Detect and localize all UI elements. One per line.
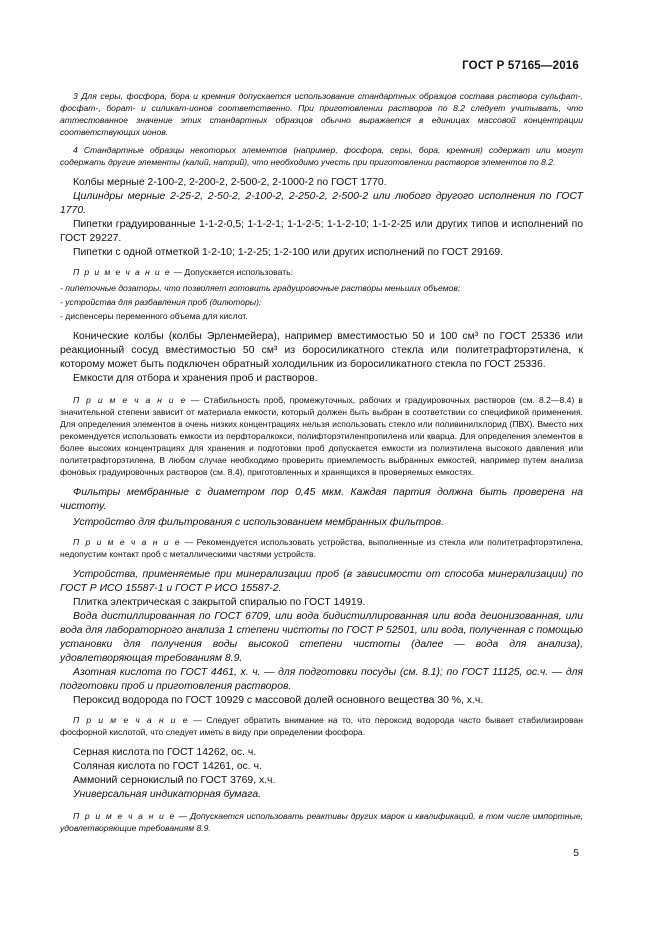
note-3: 3 Для серы, фосфора, бора и кремния допускается использование стандартных образцов состава растворa сульфат-, фосфат-, борат- и силикат-ионов соответственно. При приготовлении растворов по 8.2 следует учитывать, что аттестованное значение этих стандартных образцов обычно выражается в единицах массовой концентрации соответствующих ионов. bbox=[60, 91, 583, 137]
page-header-standard: ГОСТ Р 57165—2016 bbox=[462, 60, 579, 72]
nitric-acid-item: Азотная кислота по ГОСТ 4461, х. ч. — для подготовки посуды (см. 8.1); по ГОСТ 11125, ос.ч. — для подготовки проб и приготовления растворов. bbox=[60, 667, 583, 692]
note-3b bbox=[60, 536, 583, 560]
note-3-text: — Рекомендуется использовать устройства, выполненные из стекла или политетрафторэтилена, недопустим контакт проб с металлическими частями устройств. bbox=[60, 537, 584, 559]
hotplate-item: Плитка электрическая с закрытой спиралью по ГОСТ 14919. bbox=[73, 597, 366, 608]
conical-flasks-item: Конические колбы (колбы Эрленмейера), например вместимостью 50 и 100 см³ по ГОСТ 25336 или реакционный сосуд вместимостью 50 см³ из боросиликатного стекла или политетрафторэтилена, к которому может быть подключен обратный холодильник из боросиликатного стекла по ГОСТ 25336. bbox=[60, 331, 583, 370]
page-number: 5 bbox=[573, 847, 579, 859]
note-2 bbox=[60, 394, 583, 478]
mineralization-devices-item: Устройства, применяемые при минерализации проб (в зависимости от способа минерализации) по ГОСТ Р ИСО 15587-1 и ГОСТ Р ИСО 15587-2. bbox=[60, 569, 583, 594]
note-1-item: - устройства для разбавления проб (дилюторы); bbox=[60, 297, 262, 307]
note-1 bbox=[60, 266, 583, 278]
containers-item: Емкости для отбора и хранения проб и растворов. bbox=[73, 373, 318, 384]
sulfuric-acid-item: Серная кислота по ГОСТ 14262, ос. ч. bbox=[73, 747, 257, 758]
cylinders-item: Цилиндры мерные 2-25-2, 2-50-2, 2-100-2, 2-250-2, 2-500-2 или любого другого исполнения по ГОСТ 1770. bbox=[60, 191, 583, 216]
membrane-filters-item: Фильтры мембранные с диаметром пор 0,45 мкм. Каждая партия должна быть проверена на чистоту. bbox=[60, 487, 583, 512]
note-4b bbox=[60, 714, 583, 738]
note-1-item: - диспенсеры переменного объема для кислот. bbox=[60, 311, 248, 321]
note-1-list bbox=[60, 282, 583, 322]
note-4: 4 Стандартные образцы некоторых элементов (например, фосфора, серы, бора, кремния) содержат или могут содержать другие элементы (калий, натрий), что необходимо учесть при приготовлении растворов элементов по 8.2. bbox=[60, 145, 583, 167]
note-2-heading: П р и м е ч а н и е bbox=[73, 395, 187, 405]
pipettes-graduated-item: Пипетки градуированные 1-1-2-0,5; 1-1-2-1; 1-1-2-5; 1-1-2-10; 1-1-2-25 или других типов и исполнений по ГОСТ 29227. bbox=[60, 219, 583, 244]
page-content bbox=[60, 90, 583, 834]
pipettes-one-mark-item: Пипетки с одной отметкой 1-2-10; 1-2-25; 1-2-100 или других исполнений по ГОСТ 29169. bbox=[73, 247, 504, 258]
note-1-heading: П р и м е ч а н и е bbox=[73, 267, 172, 277]
note-1-text: — Допускается использовать: bbox=[171, 267, 293, 277]
hydrogen-peroxide-item: Пероксид водорода по ГОСТ 10929 с массовой долей основного вещества 30 %, х.ч. bbox=[73, 695, 484, 706]
note-1-item: - пипеточные дозаторы, что позволяет готовить градуировочные растворы меньших объемов; bbox=[60, 283, 461, 293]
note-5-text: — Допускается использовать реактивы других марок и квалификаций, в том числе импортные, удовлетворяющие требованиям 8.9. bbox=[60, 811, 584, 833]
note-2-text: — Стабильность проб, промежуточных, рабочих и градуировочных растворов (см. 8.2—8.4) в значительной степени зависит от материала емкости, который должен быть выбран в соответствии со спецификой применения. Для определения элементов в очень низких концентрациях нельзя использовать стекло или поливинилхлорид (ПВХ). Вместо них рекомендуется использовать емкости из перфторалкокси, полифторэтиленпропилена или кварца. Для определения элементов в более высоких концентрациях для хранения и подготовки проб допускается емкости из полиэтилена высокого давления или политетрафторэтилена. В любом случае необходимо проверить приемлемость выбранных емкостей, например путем анализа фоновых градуировочных растворов (см. 8.4), приготовленных и хранящихся в проверяемых емкостях. bbox=[60, 395, 583, 477]
flasks-item: Колбы мерные 2-100-2, 2-200-2, 2-500-2, 2-1000-2 по ГОСТ 1770. bbox=[73, 177, 387, 188]
note-5 bbox=[60, 810, 583, 834]
note-4-heading: П р и м е ч а н и е bbox=[73, 715, 189, 725]
ammonium-sulfate-item: Аммоний сернокислый по ГОСТ 3769, х.ч. bbox=[73, 775, 276, 786]
note-4-text: — Следует обратить внимание на то, что пероксид водорода часто бывает стабилизирован фосфорной кислотой, что следует иметь в виду при определении фосфора. bbox=[60, 715, 583, 737]
note-3-heading: П р и м е ч а н и е bbox=[73, 537, 181, 547]
filter-device-item: Устройство для фильтрования с использованием мембранных фильтров. bbox=[73, 517, 444, 528]
water-item: Вода дистиллированная по ГОСТ 6709, или вода бидистиллированная или вода деионизованная, или вода для лабораторного анализа 1 степени чистоты по ГОСТ Р 52501, или вода, полученная с помощью установки для получения воды высокой степени чистоты (далее — вода для анализа), удовлетворяющая требованиям 8.9. bbox=[60, 611, 583, 664]
hydrochloric-acid-item: Соляная кислота по ГОСТ 14261, ос. ч. bbox=[73, 761, 262, 772]
indicator-paper-item: Универсальная индикаторная бумага. bbox=[73, 789, 262, 800]
note-5-heading: П р и м е ч а н и е bbox=[73, 811, 176, 821]
